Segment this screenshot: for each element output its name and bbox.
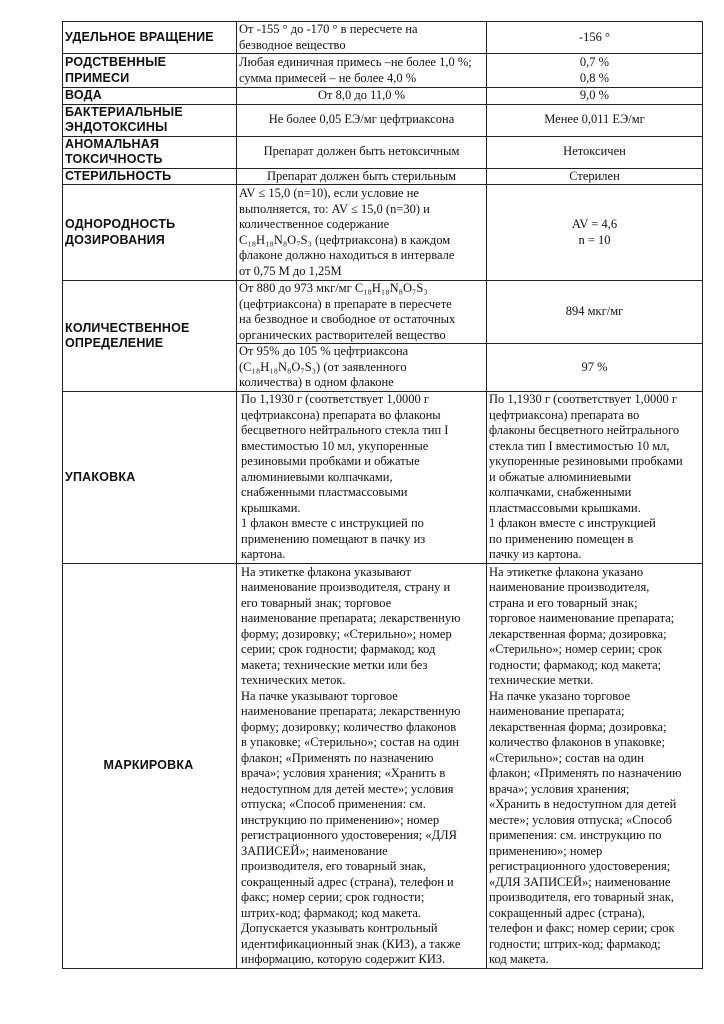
result-text: Менее 0,011 ЕЭ/мг	[544, 112, 645, 127]
table-row	[63, 136, 703, 168]
specification-table	[62, 21, 703, 969]
parameter-name: БАКТЕРИАЛЬНЫЕ ЭНДОТОКСИНЫ	[63, 104, 237, 136]
table-row	[63, 185, 703, 281]
result-text: По 1,1930 г (соответствует 1,0000 г цефтриаксона) препарата во флаконы бесцветного нейтрального стекла тип I вместимостью 10 мл, укупоренные резиновыми пробками и обжатые алюминиевыми колпачками, снабженными пластмассовыми крышками. 1 флакон вместе с инструкцией по применению помещен в пачку из картона.	[489, 392, 683, 562]
parameter-name: УПАКОВКА	[63, 392, 237, 564]
requirement-cell	[237, 136, 487, 168]
parameter-name: АНОМАЛЬНАЯ ТОКСИЧНОСТЬ	[63, 136, 237, 168]
requirement-cell	[237, 185, 487, 281]
requirement-text: Любая единичная примесь –не более 1,0 %; сумма примесей – не более 4,0 %	[239, 55, 472, 85]
result-text: 97 %	[581, 359, 608, 374]
requirement-text: AV ≤ 15,0 (n=10), если условие не выполняется, то: AV ≤ 15,0 (n=30) и количественное содержание C₁₈H₁₈N₈O₇S₃ (цефтриаксона) в каждом флаконе должно находиться в интервале от 0,75 М до 1,25М	[239, 186, 455, 278]
result-cell	[487, 344, 703, 392]
requirement-cell	[237, 281, 487, 344]
requirement-text: От 880 до 973 мкг/мг C₁₈H₁₈N₈O₇S₃ (цефтриаксона) в препарате в пересчете на безводное и свободное от остаточных органических растворителей вещество	[239, 281, 456, 342]
result-text: 0,7 % 0,8 %	[579, 55, 610, 85]
result-text: -156 °	[578, 29, 611, 44]
table-row	[63, 564, 703, 969]
parameter-name: МАРКИРОВКА	[63, 564, 237, 969]
table-row	[63, 281, 703, 344]
result-cell	[487, 22, 703, 54]
result-cell	[487, 136, 703, 168]
result-cell	[487, 392, 703, 564]
requirement-cell	[237, 392, 487, 564]
table-row	[63, 88, 703, 105]
table-row	[63, 104, 703, 136]
requirement-cell	[237, 104, 487, 136]
requirement-cell	[237, 54, 487, 88]
requirement-text: По 1,1930 г (соответствует 1,0000 г цефтриаксона) препарата во флаконы бесцветного нейтрального стекла тип I вместимостью 10 мл, укупоренные резиновыми пробками и обжатые алюминиевыми колпачками, снабженными пластмассовыми крышками. 1 флакон вместе с инструкцией по применению помещают в пачку из картона.	[241, 392, 449, 562]
result-text: Нетоксичен	[563, 144, 626, 159]
requirement-text: Препарат должен быть нетоксичным	[263, 144, 460, 159]
result-cell	[487, 564, 703, 969]
requirement-text: Не более 0,05 ЕЭ/мг цефтриаксона	[268, 112, 455, 127]
result-cell	[487, 168, 703, 185]
requirement-text: На этикетке флакона указывают наименование производителя, страну и его товарный знак; торговое наименование препарата; лекарственную форму; дозировку; «Стерильно»; номер серии; срок годности; фармакод; код макета; технические метки или без технических меток. На пачке указывают торговое наименование препарата; лекарственную форму; дозировку; количество флаконов в упаковке; «Стерильно»; состав на один флакон; «Применять по назначению врача»; условия хранения; «Хранить в недоступном для детей месте»; условия отпуска; «Способ применения: см. инструкцию по применению»; номер регистрационного удостоверения; «ДЛЯ ЗАПИСЕЙ»; наименование производителя, его товарный знак, сокращенный адрес (страна), телефон и факс; номер серии; срок годности; штрих-код; фармакод; код макета. Допускается указывать контрольный идентификационный знак (КИЗ), а также информацию, которую содержит КИЗ.	[241, 564, 461, 966]
table-row	[63, 54, 703, 88]
requirement-cell	[237, 344, 487, 392]
result-text: 894 мкг/мг	[565, 304, 624, 319]
requirement-text: От 8,0 до 11,0 %	[317, 88, 406, 102]
result-text: Стерилен	[569, 168, 620, 183]
parameter-name: ВОДА	[63, 88, 237, 105]
parameter-name: РОДСТВЕННЫЕ ПРИМЕСИ	[63, 54, 237, 88]
requirement-cell	[237, 88, 487, 105]
table-row	[63, 168, 703, 185]
parameter-name: КОЛИЧЕСТВЕННОЕ ОПРЕДЕЛЕНИЕ	[63, 281, 237, 392]
table-row	[63, 392, 703, 564]
parameter-name: УДЕЛЬНОЕ ВРАЩЕНИЕ	[63, 22, 237, 54]
result-text: AV = 4,6 n = 10	[571, 217, 618, 247]
requirement-cell	[237, 168, 487, 185]
result-text: 9,0 %	[579, 88, 610, 102]
result-cell	[487, 54, 703, 88]
result-cell	[487, 281, 703, 344]
requirement-text: Препарат должен быть стерильным	[266, 168, 457, 183]
requirement-text: От 95% до 105 % цефтриаксона (C₁₈H₁₈N₈O₇S₃) (от заявленного количества) в одном флаконе	[239, 344, 409, 390]
requirement-text: От -155 ° до -170 ° в пересчете на безводное вещество	[239, 22, 418, 52]
parameter-name: СТЕРИЛЬНОСТЬ	[63, 168, 237, 185]
result-cell	[487, 104, 703, 136]
parameter-name: ОДНОРОДНОСТЬ ДОЗИРОВАНИЯ	[63, 185, 237, 281]
requirement-cell	[237, 564, 487, 969]
result-text: На этикетке флакона указано наименование производителя, страна и его товарный знак; торговое наименование препарата; лекарственная форма; дозировка; «Стерильно»; номер серии; срок годности; фармакод; код макета; технические метки. На пачке указано торговое наименование препарата; лекарственная форма; дозировка; количество флаконов в упаковке; «Стерильно»; состав на один флакон; «Применять по назначению врача»; условия хранения; «Хранить в недоступном для детей месте»; условия отпуска; «Способ примепения: см. инструкцию по применению»; номер регистрационного удостоверения; «ДЛЯ ЗАПИСЕЙ»; наименование производителя, его товарный знак, сокращенный адрес (страна), телефон и факс; номер серии; срок годности; штрих-код; фармакод; код макета.	[489, 564, 682, 966]
requirement-cell	[237, 22, 487, 54]
result-cell	[487, 185, 703, 281]
result-cell	[487, 88, 703, 105]
table-row	[63, 22, 703, 54]
